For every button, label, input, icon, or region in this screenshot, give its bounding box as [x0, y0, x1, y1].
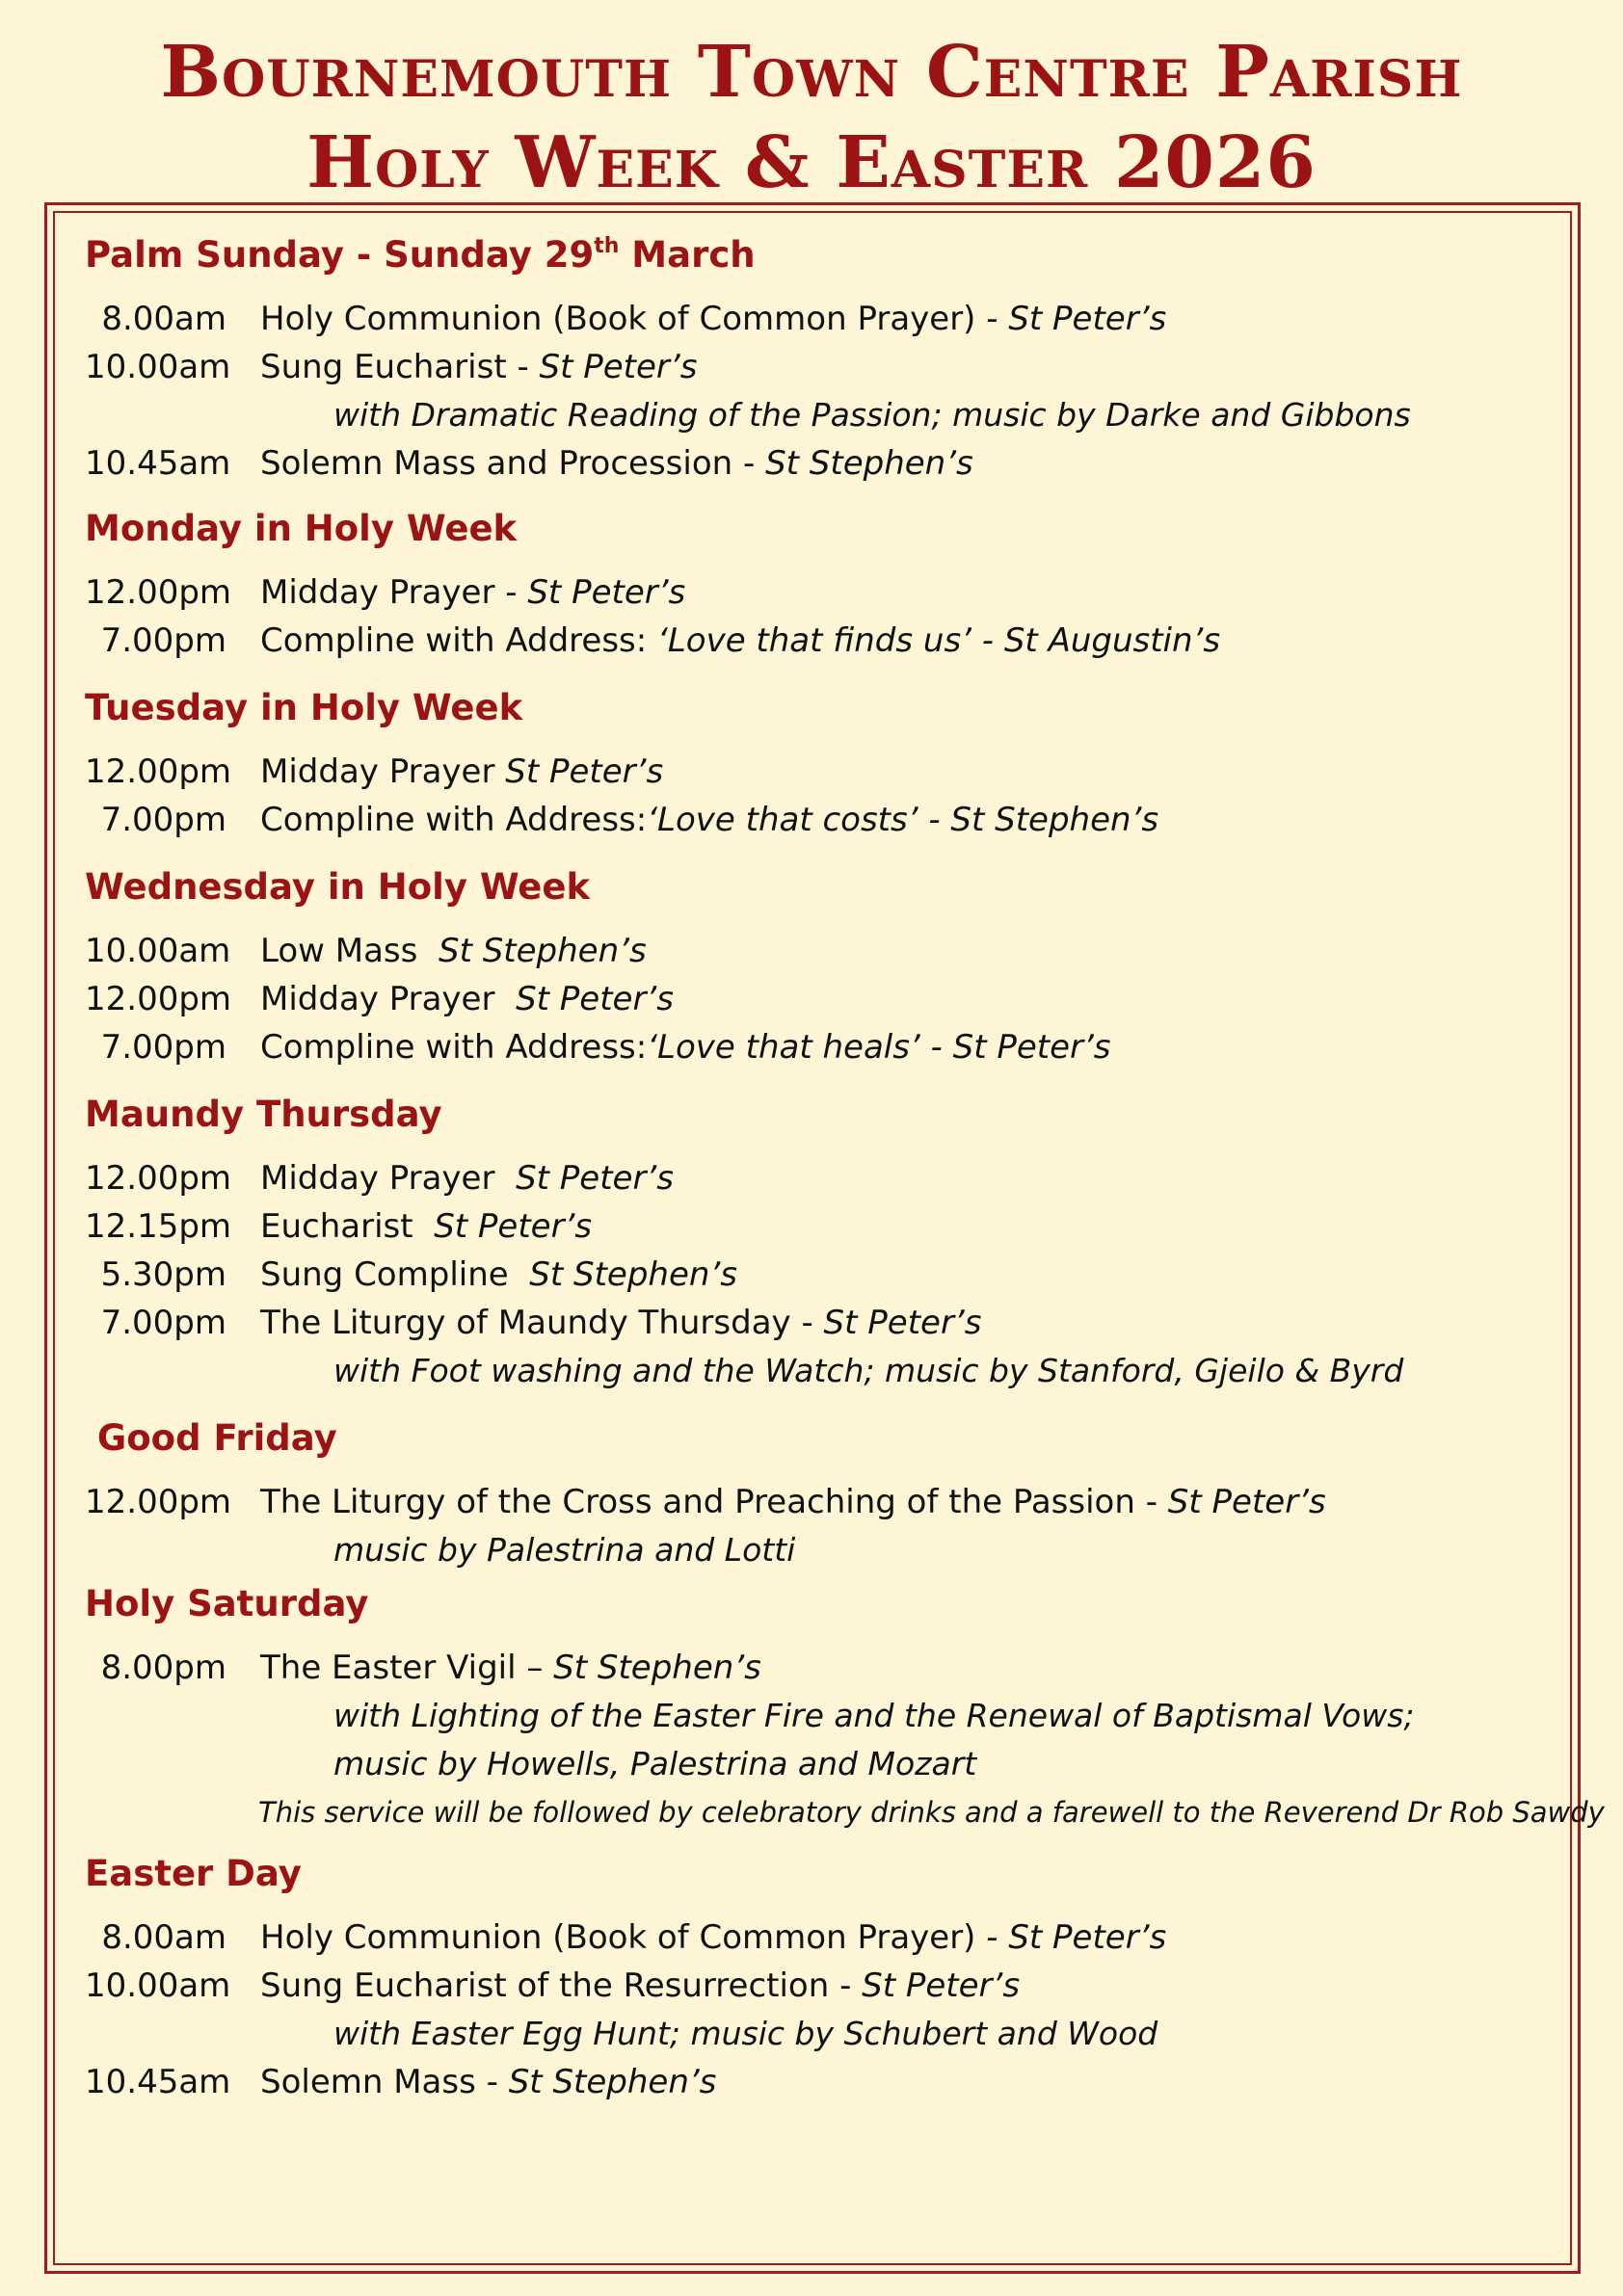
service-time: 12.00pm — [85, 980, 232, 1018]
section-monday — [85, 505, 1559, 665]
service-location: St Peter’s — [527, 573, 686, 612]
service-location: St Peter’s — [1008, 1918, 1167, 1957]
service-row — [85, 1251, 1559, 1299]
section-good-friday — [85, 1414, 1559, 1574]
service-time: 10.00am — [85, 1966, 231, 2005]
section-maundy-thursday — [85, 1091, 1559, 1395]
day-heading: Monday in Holy Week — [85, 508, 518, 549]
service-row — [85, 1154, 1559, 1202]
service-location: St Stephen’s — [508, 2063, 717, 2101]
service-row — [85, 617, 1559, 665]
service-desc: Midday Prayer St Peter’s — [260, 752, 664, 791]
service-note: with Dramatic Reading of the Passion; music by Darke and Gibbons — [333, 396, 1411, 434]
service-desc: Solemn Mass and Procession - St Stephen’s — [260, 444, 973, 483]
service-desc: Compline with Address: ‘Love that finds us’ - St Augustin’s — [260, 621, 1221, 660]
service-row — [85, 439, 1559, 488]
service-desc: Holy Communion (Book of Common Prayer) - St Peter’s — [260, 1918, 1167, 1957]
service-desc: Holy Communion (Book of Common Prayer) - St Peter’s — [260, 300, 1167, 338]
service-row — [85, 748, 1559, 796]
section-tuesday — [85, 684, 1559, 844]
service-row — [85, 1023, 1559, 1071]
service-location: St Stephen’s — [765, 444, 973, 483]
service-desc: Midday Prayer - St Peter’s — [260, 573, 686, 612]
service-row — [85, 1202, 1559, 1251]
service-note: with Easter Egg Hunt; music by Schubert and Wood — [333, 2015, 1158, 2052]
service-row — [85, 1299, 1559, 1347]
day-heading: Maundy Thursday — [85, 1094, 442, 1135]
day-heading: Palm Sunday - Sunday 29th March — [85, 234, 756, 276]
service-row — [85, 1644, 1559, 1692]
event-title: Holy Week & Easter 2026 — [306, 121, 1317, 204]
service-time: 10.45am — [85, 444, 231, 483]
day-heading: Good Friday — [85, 1417, 337, 1459]
service-row — [85, 2058, 1559, 2106]
service-row — [85, 975, 1559, 1023]
service-location: St Stephen’s — [438, 932, 647, 970]
section-holy-saturday — [85, 1580, 1605, 1836]
parish-title: Bournemouth Town Centre Parish — [160, 31, 1463, 114]
service-desc: Compline with Address:‘Love that costs’ - St Stephen’s — [260, 801, 1159, 839]
day-heading: Holy Saturday — [85, 1583, 369, 1624]
service-location: St Peter’s — [862, 1966, 1021, 2005]
service-desc: The Liturgy of the Cross and Preaching of the Passion - St Peter’s — [260, 1483, 1326, 1521]
service-row — [85, 1962, 1559, 2010]
day-heading: Easter Day — [85, 1853, 302, 1894]
service-row — [85, 568, 1559, 617]
service-note: music by Howells, Palestrina and Mozart — [333, 1745, 977, 1782]
service-location: St Peter’s — [516, 980, 674, 1018]
service-time: 10.45am — [85, 2063, 231, 2101]
service-time: 12.00pm — [85, 1159, 232, 1198]
service-location: St Peter’s — [823, 1304, 982, 1342]
service-time: 7.00pm — [100, 801, 226, 839]
service-location: St Peter’s — [539, 348, 698, 386]
service-time: 10.00am — [85, 932, 231, 970]
service-desc: Solemn Mass - St Stephen’s — [260, 2063, 717, 2101]
day-heading: Wednesday in Holy Week — [85, 866, 591, 908]
service-note: music by Palestrina and Lotti — [333, 1531, 796, 1569]
service-time: 12.00pm — [85, 573, 232, 612]
service-desc: Midday Prayer St Peter’s — [260, 980, 674, 1018]
service-location: St Peter’s — [1008, 300, 1167, 338]
service-location: St Peter’s — [1167, 1483, 1326, 1521]
service-desc: Low Mass St Stephen’s — [260, 932, 647, 970]
day-heading: Tuesday in Holy Week — [85, 687, 523, 728]
service-time: 12.15pm — [85, 1207, 232, 1246]
service-desc: Eucharist St Peter’s — [260, 1207, 593, 1246]
service-desc: Sung Eucharist - St Peter’s — [260, 348, 698, 386]
service-desc: Midday Prayer St Peter’s — [260, 1159, 674, 1198]
service-row — [85, 927, 1559, 975]
service-desc: Sung Compline St Stephen’s — [260, 1255, 737, 1294]
service-time: 12.00pm — [85, 1483, 232, 1521]
service-desc: Compline with Address:‘Love that heals’ - St Peter’s — [260, 1028, 1111, 1067]
service-location: ‘Love that finds us’ - St Augustin’s — [657, 621, 1221, 660]
service-location: ‘Love that costs’ - St Stephen’s — [647, 801, 1159, 839]
service-note: with Lighting of the Easter Fire and the Renewal of Baptismal Vows; — [333, 1697, 1415, 1734]
service-row — [85, 295, 1559, 343]
service-time: 8.00am — [101, 300, 226, 338]
service-time: 7.00pm — [100, 1304, 226, 1342]
service-location: St Peter’s — [434, 1207, 593, 1246]
service-row — [85, 796, 1559, 844]
service-desc: The Easter Vigil – St Stephen’s — [260, 1649, 761, 1687]
service-desc: The Liturgy of Maundy Thursday - St Peter’s — [260, 1304, 982, 1342]
section-easter-day — [85, 1850, 1559, 2106]
service-time: 5.30pm — [100, 1255, 226, 1294]
service-time: 7.00pm — [100, 621, 226, 660]
service-row — [85, 343, 1559, 391]
service-desc: Sung Eucharist of the Resurrection - St Peter’s — [260, 1966, 1021, 2005]
service-time: 8.00pm — [100, 1649, 226, 1687]
service-location: St Stephen’s — [553, 1649, 761, 1687]
section-wednesday — [85, 863, 1559, 1071]
service-note: with Foot washing and the Watch; music by Stanford, Gjeilo & Byrd — [333, 1352, 1404, 1389]
service-time: 12.00pm — [85, 752, 232, 791]
section-palm-sunday — [85, 231, 1559, 488]
service-location: St Peter’s — [516, 1159, 674, 1198]
service-time: 10.00am — [85, 348, 231, 386]
service-time: 7.00pm — [100, 1028, 226, 1067]
service-location: ‘Love that heals’ - St Peter’s — [647, 1028, 1111, 1067]
service-time: 8.00am — [101, 1918, 226, 1957]
service-location: St Peter’s — [505, 752, 664, 791]
service-location: St Stephen’s — [529, 1255, 737, 1294]
service-row — [85, 1478, 1559, 1526]
schedule — [85, 231, 1605, 2106]
farewell-note: This service will be followed by celebratory drinks and a farewell to the Reverend Dr Rob Sawdy — [258, 1796, 1605, 1829]
service-row — [85, 1913, 1559, 1962]
